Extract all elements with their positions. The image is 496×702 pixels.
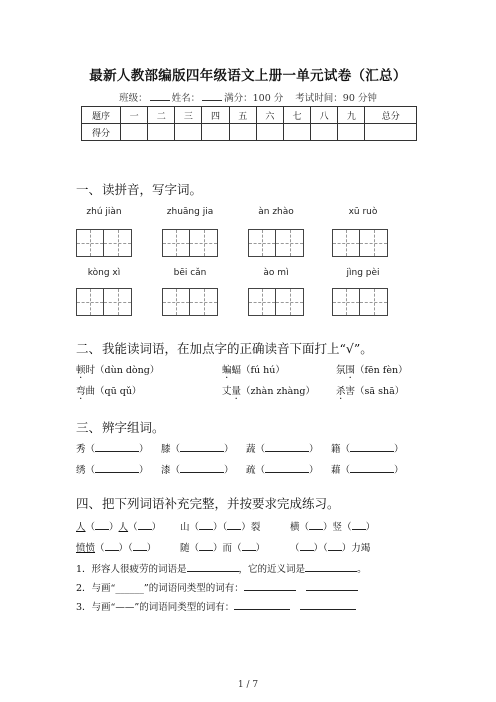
word-group-item[interactable]: 漆（ ） (161, 465, 234, 476)
score-cell: 九 (338, 107, 365, 124)
writing-grid[interactable] (162, 229, 218, 257)
score-table (81, 106, 417, 141)
pinyin-label: xū ruò (348, 207, 378, 217)
writing-grid[interactable] (332, 229, 388, 257)
score-input-cell[interactable] (283, 124, 310, 141)
pinyin-label: àn zhào (258, 207, 294, 217)
score-cell: 二 (148, 107, 175, 124)
score-table-header-row (82, 107, 417, 124)
score-cell: 总分 (365, 107, 417, 124)
section-3-heading (76, 418, 165, 436)
name-blank (202, 91, 222, 101)
word-group-item[interactable]: 绣（ ） (76, 465, 149, 476)
pinyin-label: kòng xì (87, 268, 121, 278)
writing-grid[interactable] (162, 288, 218, 316)
section-title: 把下列词语补充完整，并按要求完成练习。 (102, 496, 340, 511)
section-title: 辨字组词。 (102, 420, 165, 435)
writing-grid[interactable] (76, 288, 132, 316)
idiom-item[interactable]: （ ）（ ）力竭 (290, 543, 371, 554)
section-number: 一、 (76, 182, 102, 197)
class-blank (150, 91, 170, 101)
pronunciation-item[interactable]: 蝙蝠（fú hú） (222, 365, 285, 376)
section-4-heading (76, 494, 340, 512)
page-title: 最新人教部编版四年级语文上册一单元试卷（汇总） (89, 68, 407, 84)
exam-info (0, 90, 496, 104)
name-label: 姓名： (171, 93, 201, 104)
pinyin-label: jìng pèi (346, 268, 380, 278)
score-input-cell[interactable] (229, 124, 256, 141)
pronunciation-item[interactable]: 丈量（zhàn zhàng） (222, 386, 315, 397)
word-group-item[interactable]: 膝（ ） (161, 444, 234, 455)
writing-grid[interactable] (248, 288, 304, 316)
score-input-cell[interactable] (121, 124, 148, 141)
pinyin-label: zhuāng jia (166, 207, 214, 217)
section-2-heading (76, 339, 373, 357)
score-cell: 四 (202, 107, 229, 124)
full-marks: 满分：100 分 (224, 93, 284, 104)
question-2[interactable]: 2．与画“______”的词语同类型的词有： (76, 580, 358, 594)
writing-grid[interactable] (332, 288, 388, 316)
section-title: 我能读词语，在加点字的正确读音下面打上“√”。 (102, 341, 373, 356)
idiom-item[interactable]: 愤愤（ ）（ ） (76, 543, 157, 554)
question-1[interactable]: 1．形容人很疲劳的词语是 ，它的近义词是 。 (76, 564, 367, 575)
pronunciation-item[interactable]: 杀害（sā shā） (336, 386, 405, 397)
class-label: 班级： (119, 93, 148, 104)
score-input-cell[interactable] (311, 124, 338, 141)
section-title: 读拼音，写字词。 (102, 182, 203, 197)
idiom-item[interactable]: 人（ ）人（ ） (76, 522, 162, 533)
pronunciation-item[interactable]: 顿时（dùn dòng） (76, 365, 160, 376)
score-input-cell[interactable] (202, 124, 229, 141)
score-input-cell[interactable] (256, 124, 283, 141)
pinyin-label: ào mì (263, 268, 289, 278)
idiom-item[interactable]: 横（ ）竖（ ） (290, 522, 376, 533)
idiom-item[interactable]: 随（ ）而（ ） (180, 543, 266, 554)
score-cell: 一 (121, 107, 148, 124)
writing-grid[interactable] (248, 229, 304, 257)
section-number: 四、 (76, 496, 102, 511)
score-input-cell[interactable] (338, 124, 365, 141)
score-input-cell[interactable] (175, 124, 202, 141)
score-cell: 题序 (82, 107, 121, 124)
score-input-cell[interactable] (365, 124, 417, 141)
question-3[interactable]: 3．与画“——”的词语同类型的词有： (76, 599, 356, 613)
pinyin-label: bēi cǎn (173, 268, 207, 278)
pronunciation-item[interactable]: 氛围（fēn fèn） (336, 365, 408, 376)
score-cell: 七 (283, 107, 310, 124)
word-group-item[interactable]: 疏（ ） (246, 465, 319, 476)
section-number: 二、 (76, 341, 102, 356)
score-cell: 三 (175, 107, 202, 124)
score-cell: 得分 (82, 124, 121, 141)
word-group-item[interactable]: 籍（ ） (331, 444, 404, 455)
score-cell: 六 (256, 107, 283, 124)
score-cell: 五 (229, 107, 256, 124)
word-group-item[interactable]: 藉（ ） (331, 465, 404, 476)
score-input-cell[interactable] (148, 124, 175, 141)
exam-time: 考试时间：90 分钟 (295, 93, 377, 104)
page-number: 1 / 7 (237, 680, 259, 690)
writing-grid[interactable] (76, 229, 132, 257)
idiom-item[interactable]: 山（ ）（ ）裂 (180, 522, 261, 533)
section-number: 三、 (76, 420, 102, 435)
word-group-item[interactable]: 秀（ ） (76, 444, 149, 455)
score-cell: 八 (311, 107, 338, 124)
section-1-heading (76, 180, 202, 198)
score-table-score-row (82, 124, 417, 141)
pinyin-label: zhú jiàn (86, 207, 122, 217)
pronunciation-item[interactable]: 弯曲（qū qǔ） (76, 386, 142, 397)
word-group-item[interactable]: 蔬（ ） (246, 444, 319, 455)
